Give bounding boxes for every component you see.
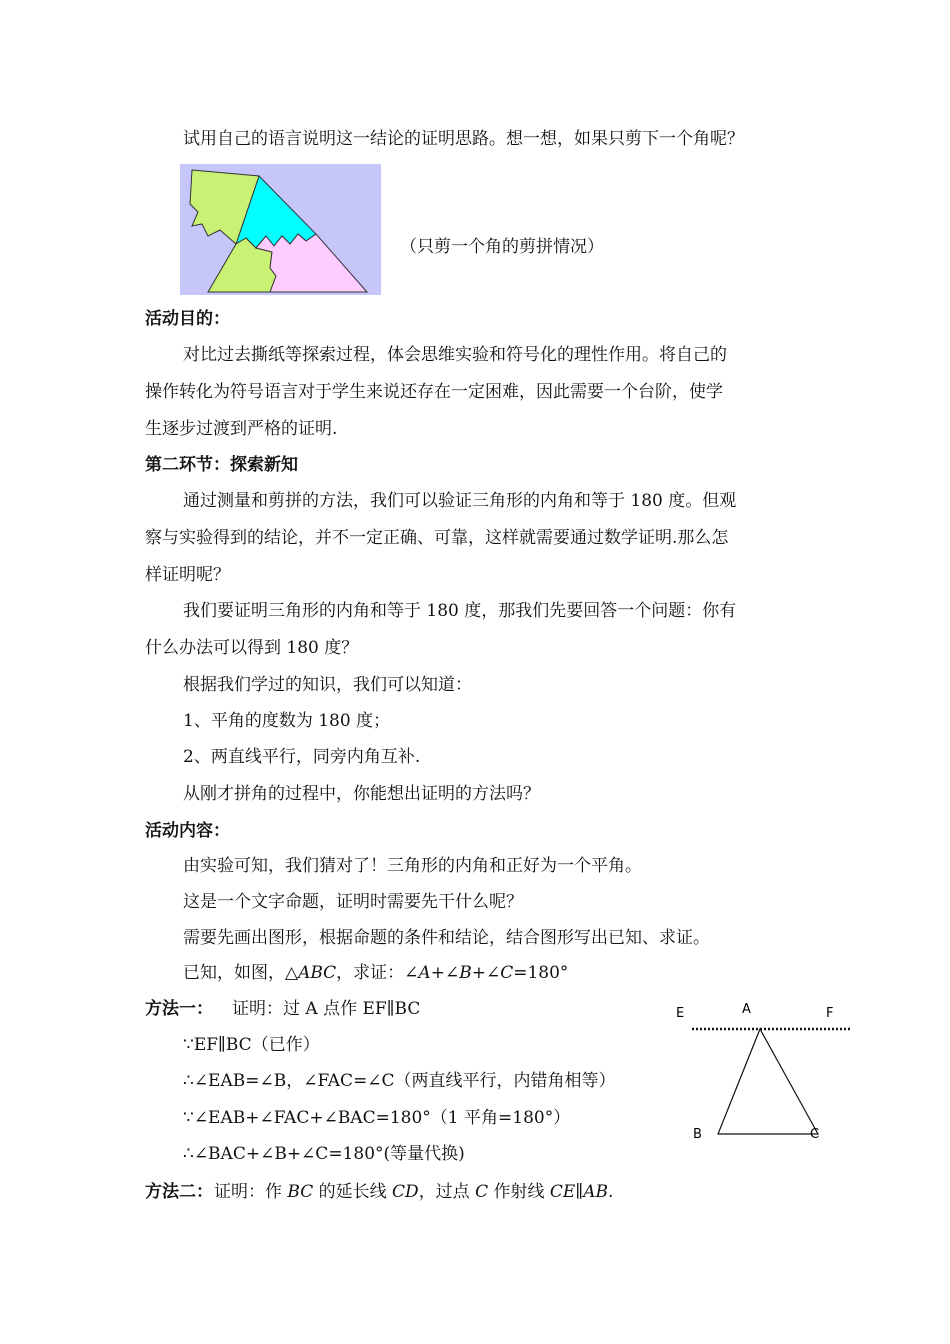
section2-item-2: 2、两直线平行，同旁内角互补. <box>183 747 421 767</box>
intro-text: 试用自己的语言说明这一结论的证明思路。想一想，如果只剪下一个角呢？ <box>183 129 744 149</box>
activity-content-line-2: 这是一个文字命题，证明时需要先干什么呢？ <box>183 892 523 912</box>
method1-step-4: ∴∠BAC+∠B+∠C=180°(等量代换) <box>183 1144 465 1164</box>
section2-p3: 根据我们学过的知识，我们可以知道： <box>183 675 472 695</box>
triangle-abc <box>718 1029 818 1134</box>
activity-content-line-3: 需要先画出图形，根据命题的条件和结论，结合图形写出已知、求证。 <box>183 928 710 948</box>
label-c: C <box>810 1127 820 1142</box>
section2-heading: 第二环节：探索新知 <box>145 455 298 475</box>
figure-caption: （只剪一个角的剪拼情况） <box>400 237 604 257</box>
triangle-abc-figure <box>668 996 858 1146</box>
activity-goal-heading: 活动目的： <box>145 309 230 329</box>
method1-heading: 方法一： <box>145 999 213 1019</box>
given-statement: 已知，如图，△ABC，求证：∠A+∠B+∠C=180° <box>183 963 569 983</box>
activity-goal-line-3: 生逐步过渡到严格的证明. <box>145 419 338 439</box>
method2-heading: 方法二： <box>145 1182 213 1202</box>
section2-p1-line-3: 样证明呢？ <box>145 565 230 585</box>
method1-step-2: ∴∠EAB=∠B，∠FAC=∠C（两直线平行，内错角相等） <box>183 1071 616 1091</box>
label-b: B <box>693 1127 702 1142</box>
method1-step-1: ∵EF∥BC（已作） <box>183 1035 320 1055</box>
activity-content-line-1: 由实验可知，我们猜对了！三角形的内角和正好为一个平角。 <box>183 856 642 876</box>
activity-content-heading: 活动内容： <box>145 821 230 841</box>
section2-p2-line-2: 什么办法可以得到 180 度？ <box>145 638 359 658</box>
section2-item-1: 1、平角的度数为 180 度； <box>183 711 391 731</box>
label-f: F <box>826 1006 834 1021</box>
label-e: E <box>676 1006 685 1021</box>
section2-p1-line-2: 察与实验得到的结论，并不一定正确、可靠，这样就需要通过数学证明.那么怎 <box>145 528 729 548</box>
activity-goal-line-2: 操作转化为符号语言对于学生来说还存在一定困难，因此需要一个台阶，使学 <box>145 382 723 402</box>
section2-p1-line-1: 通过测量和剪拼的方法，我们可以验证三角形的内角和等于 180 度。但观 <box>183 491 737 511</box>
method1-step-3: ∵∠EAB+∠FAC+∠BAC=180°（1 平角=180°） <box>183 1108 571 1128</box>
method1-proof-start: 证明：过 A 点作 EF∥BC <box>232 999 421 1019</box>
activity-goal-line-1: 对比过去撕纸等探索过程，体会思维实验和符号化的理性作用。将自己的 <box>183 345 727 365</box>
method2-proof: 证明：作 BC 的延长线 CD，过点 C 作射线 CE∥AB. <box>214 1182 614 1202</box>
section2-p4: 从刚才拼角的过程中，你能想出证明的方法吗？ <box>183 784 540 804</box>
cut-angle-figure <box>180 164 381 295</box>
section2-p2-line-1: 我们要证明三角形的内角和等于 180 度，那我们先要回答一个问题：你有 <box>183 601 737 621</box>
label-a: A <box>742 1002 751 1017</box>
